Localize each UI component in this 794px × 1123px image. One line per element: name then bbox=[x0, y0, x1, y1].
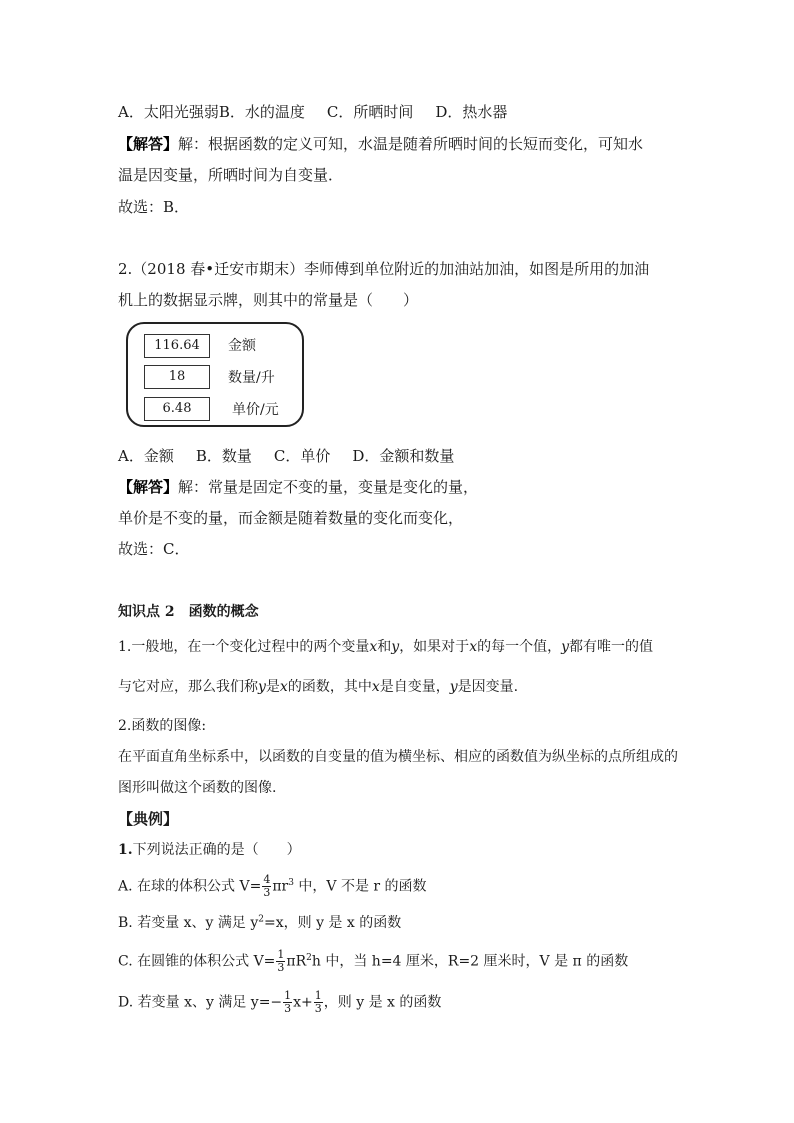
unit-price-label: 单价/元 bbox=[232, 402, 279, 418]
fraction: $\frac{1}{3}$ bbox=[277, 948, 285, 974]
example-option-d: D. 若变量 x、y 满足 y=− $\frac{1}{3}$ x+ $\frac{1}{3}$ ，则 y 是 x 的函数 bbox=[118, 989, 442, 1015]
q1-answer-line2: 温是因变量，所晒时间为自变量． bbox=[118, 166, 344, 184]
q2-option-d: D．金额和数量 bbox=[352, 447, 455, 465]
amount-label: 金额 bbox=[228, 338, 256, 354]
fraction: $\frac{1}{3}$ bbox=[314, 989, 322, 1015]
q1-option-d: D．热水器 bbox=[435, 103, 508, 121]
section-heading: 知识点 2 函数的概念 bbox=[118, 604, 259, 620]
answer-tag: 【解答】 bbox=[118, 478, 179, 496]
graph-subheading: 2.函数的图像: bbox=[118, 718, 207, 734]
q1-option-b: B．水的温度 bbox=[218, 103, 305, 121]
q1-options bbox=[118, 102, 507, 122]
q2-options bbox=[118, 446, 454, 466]
example-option-b: B. 若变量 x、y 满足 $y^2=x$，则 y 是 x 的函数 bbox=[118, 914, 402, 931]
graph-definition-line2: 图形叫做这个函数的图像. bbox=[118, 780, 277, 796]
q2-option-b: B．数量 bbox=[195, 447, 252, 465]
example-heading: 【典例】 bbox=[118, 810, 179, 828]
q2-answer-line2: 单价是不变的量，而金额是随着数量的变化而变化， bbox=[118, 509, 464, 527]
example-option-a: A. 在球的体积公式 V= $\frac{4}{3}$ $\pi r^3$ 中，V 不是 r 的函数 bbox=[118, 873, 427, 899]
q1-conclusion: 故选：B． bbox=[118, 198, 190, 216]
fraction: $\frac{1}{3}$ bbox=[284, 989, 292, 1015]
quantity-value-box: 18 bbox=[144, 365, 210, 389]
graph-definition-line1: 在平面直角坐标系中，以函数的自变量的值为横坐标、相应的函数值为纵坐标的点所组成的 bbox=[118, 749, 678, 765]
q1-option-a: A．太阳光强弱 bbox=[118, 103, 219, 121]
example-stem: 1.下列说法正确的是（ ） bbox=[118, 842, 301, 858]
q1-option-c: C．所晒时间 bbox=[326, 103, 414, 121]
q2-answer-line1: 【解答】解：常量是固定不变的量，变量是变化的量， bbox=[118, 478, 479, 496]
definition-line2: 与它对应，那么我们称y是x的函数，其中x是自变量，y是因变量. bbox=[118, 679, 519, 695]
q2-stem-line2: 机上的数据显示牌，则其中的常量是（ ） bbox=[118, 291, 419, 309]
definition-line1: 1.一般地，在一个变化过程中的两个变量x和y，如果对于x的每一个值，y都有唯一的值 bbox=[118, 639, 654, 655]
q2-option-c: C．单价 bbox=[273, 447, 331, 465]
example-option-c: C. 在圆锥的体积公式 V= $\frac{1}{3}$ $\pi R^2h$ 中，当 h=4 厘米，R=2 厘米时，V 是 π 的函数 bbox=[118, 948, 629, 974]
q2-conclusion: 故选：C． bbox=[118, 540, 190, 558]
unit-price-value-box: 6.48 bbox=[144, 397, 210, 421]
q1-answer-line1: 【解答】解：根据函数的定义可知，水温是随着所晒时间的长短而变化，可知水 bbox=[118, 135, 644, 153]
amount-value-box: 116.64 bbox=[144, 334, 210, 358]
q2-stem-line1: 2.（2018 春•迁安市期末）李师傅到单位附近的加油站加油，如图是所用的加油 bbox=[118, 260, 650, 278]
answer-tag: 【解答】 bbox=[118, 135, 179, 153]
quantity-label: 数量/升 bbox=[228, 370, 275, 386]
fuel-pump-display bbox=[126, 322, 304, 427]
fraction: $\frac{4}{3}$ bbox=[263, 873, 271, 899]
q2-option-a: A．金额 bbox=[118, 447, 174, 465]
